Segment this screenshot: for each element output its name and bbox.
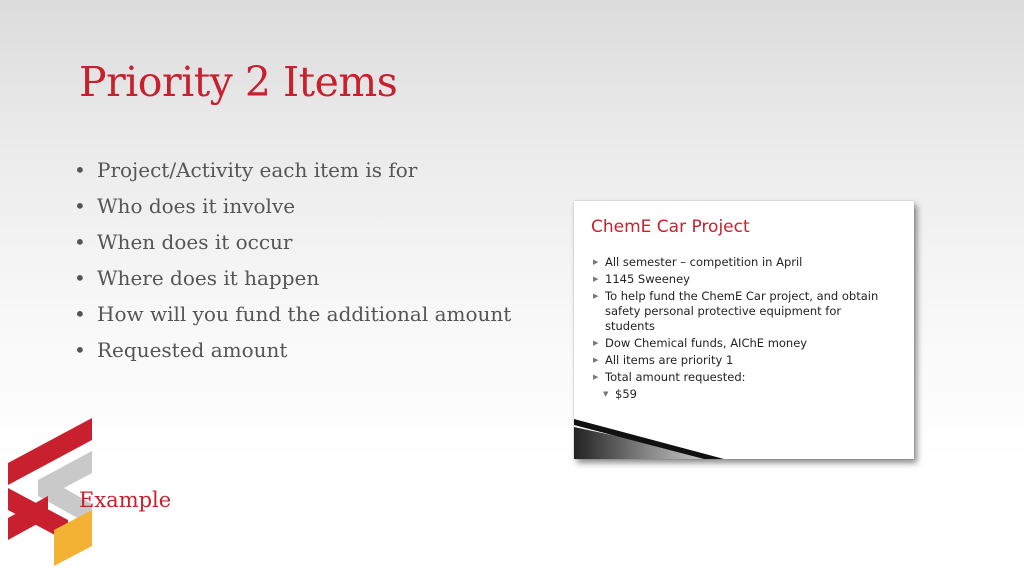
- bullet-item: [74, 298, 511, 334]
- example-slide-thumbnail: [574, 201, 914, 459]
- triangle-right-icon: ▶: [593, 339, 599, 347]
- example-slide-list: [593, 255, 893, 404]
- bullet-dot: •: [74, 266, 86, 290]
- example-slide-item-text: Dow Chemical funds, AIChE money: [605, 336, 808, 350]
- example-slide-item: [593, 353, 893, 368]
- bullet-text: How will you fund the additional amount: [97, 302, 512, 326]
- example-slide-subitem: [593, 387, 893, 402]
- bullet-dot: •: [74, 230, 86, 254]
- example-slide-item: [593, 370, 893, 385]
- example-slide-item: [593, 336, 893, 351]
- bullet-item: [74, 226, 511, 262]
- slide-title: Priority 2 Items: [79, 58, 398, 106]
- example-slide-item-text: All items are priority 1: [605, 353, 734, 367]
- bullet-item: [74, 190, 511, 226]
- triangle-right-icon: ▶: [593, 292, 599, 300]
- triangle-right-icon: ▶: [593, 275, 599, 283]
- example-slide-title: ChemE Car Project: [591, 217, 750, 237]
- triangle-right-icon: ▶: [593, 258, 599, 266]
- triangle-down-icon: ▼: [603, 390, 609, 398]
- bullet-text: Project/Activity each item is for: [97, 158, 418, 182]
- example-slide-subitem-text: $59: [615, 387, 637, 401]
- example-slide-item: [593, 255, 893, 270]
- example-slide-item: [593, 272, 893, 287]
- bullet-text: Where does it happen: [97, 266, 320, 290]
- bullet-item: [74, 334, 511, 370]
- example-slide-item-text: 1145 Sweeney: [605, 272, 690, 286]
- bullet-dot: •: [74, 158, 86, 182]
- bullet-dot: •: [74, 338, 86, 362]
- bullet-item: [74, 154, 511, 190]
- example-slide-item-text: All semester – competition in April: [605, 255, 803, 269]
- bullet-dot: •: [74, 194, 86, 218]
- bullet-text: Who does it involve: [97, 194, 296, 218]
- triangle-right-icon: ▶: [593, 356, 599, 364]
- example-slide-item-text: Total amount requested:: [605, 370, 746, 384]
- example-slide-item: [593, 289, 893, 334]
- bullet-text: When does it occur: [97, 230, 293, 254]
- example-label: Example: [79, 488, 172, 512]
- triangle-right-icon: ▶: [593, 373, 599, 381]
- bullet-item: [74, 262, 511, 298]
- bullet-list: [74, 154, 511, 370]
- slide-swoosh-decoration: [574, 419, 914, 459]
- bullet-dot: •: [74, 302, 86, 326]
- bullet-text: Requested amount: [97, 338, 288, 362]
- example-slide-item-text: To help fund the ChemE Car project, and obtain safety personal protective equipment for students: [605, 289, 879, 333]
